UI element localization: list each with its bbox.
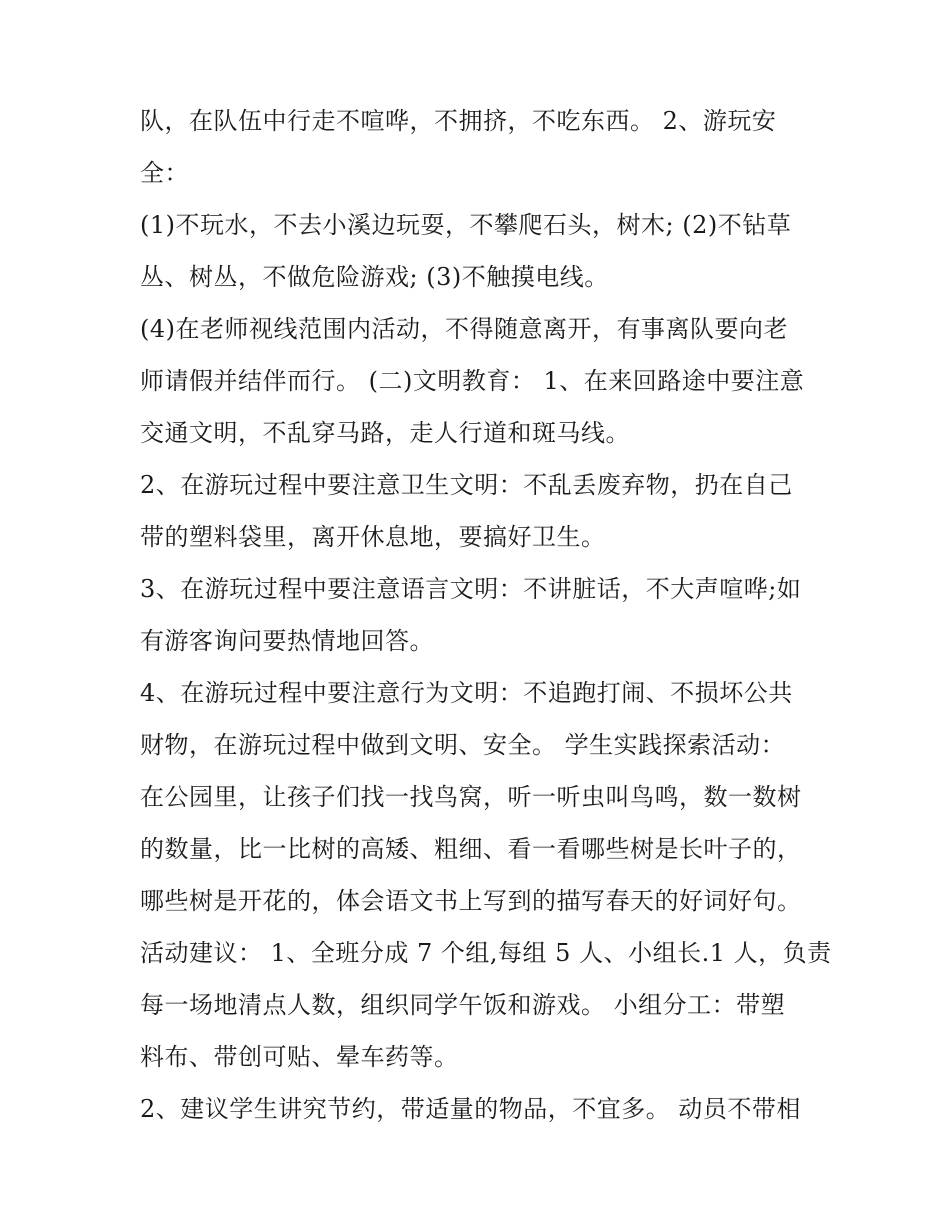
text-line: (1)不玩水，不去小溪边玩耍，不攀爬石头，树木; (2)不钻草 bbox=[140, 211, 792, 239]
text-line: 2、在游玩过程中要注意卫生文明：不乱丢废弃物，扔在自己 bbox=[140, 471, 793, 499]
text-line: 2、建议学生讲究节约，带适量的物品，不宜多。 动员不带相 bbox=[140, 1095, 801, 1123]
text-line: 队，在队伍中行走不喧哗，不拥挤，不吃东西。 2、游玩安 bbox=[140, 107, 777, 135]
text-line: 全： bbox=[140, 159, 189, 187]
text-line: 料布、带创可贴、晕车药等。 bbox=[140, 1043, 459, 1071]
text-line: 哪些树是开花的，体会语文书上写到的描写春天的好词好句。 bbox=[140, 887, 802, 915]
text-line: 有游客询问要热情地回答。 bbox=[140, 627, 434, 655]
text-line: 每一场地清点人数，组织同学午饭和游戏。 小组分工：带塑 bbox=[140, 991, 786, 1019]
text-line: 丛、树丛，不做危险游戏; (3)不触摸电线。 bbox=[140, 263, 609, 291]
document-body bbox=[140, 108, 830, 1148]
text-line: 4、在游玩过程中要注意行为文明：不追跑打闹、不损坏公共 bbox=[140, 679, 793, 707]
text-line: 财物，在游玩过程中做到文明、安全。 学生实践探索活动： bbox=[140, 731, 786, 759]
text-line: 在公园里，让孩子们找一找鸟窝，听一听虫叫鸟鸣，数一数树 bbox=[140, 783, 802, 811]
text-line: (4)在老师视线范围内活动，不得随意离开，有事离队要向老 bbox=[140, 315, 788, 343]
text-line: 3、在游玩过程中要注意语言文明：不讲脏话，不大声喧哗;如 bbox=[140, 575, 802, 603]
text-line: 活动建议： 1、全班分成 7 个组,每组 5 人、小组长.1 人，负责 bbox=[140, 939, 832, 967]
text-line: 交通文明，不乱穿马路，走人行道和斑马线。 bbox=[140, 419, 630, 447]
text-line: 带的塑料袋里，离开休息地，要搞好卫生。 bbox=[140, 523, 606, 551]
text-line: 的数量，比一比树的高矮、粗细、看一看哪些树是长叶子的， bbox=[140, 835, 802, 863]
text-line: 师请假并结伴而行。 (二)文明教育： 1、在来回路途中要注意 bbox=[140, 367, 805, 395]
